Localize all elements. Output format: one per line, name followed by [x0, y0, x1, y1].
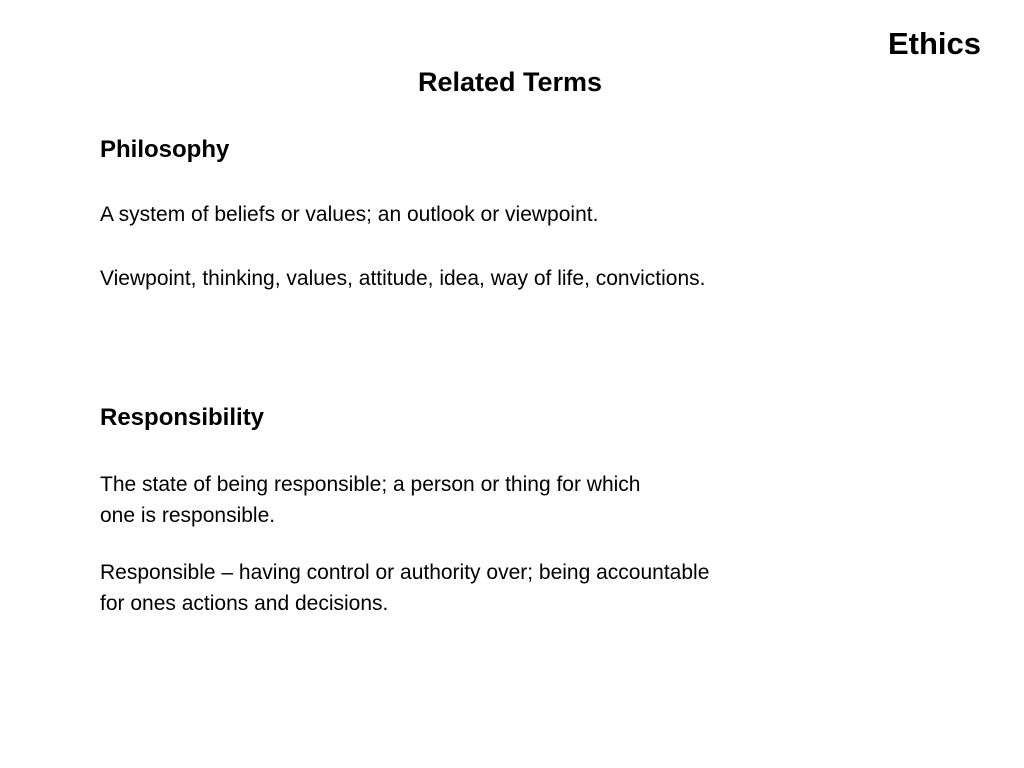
- philosophy-synonyms: Viewpoint, thinking, values, attitude, idea, way of life, convictions.: [100, 266, 706, 290]
- corner-title: Ethics: [887, 26, 981, 61]
- philosophy-definition: A system of beliefs or values; an outlook or viewpoint.: [100, 202, 599, 226]
- term-heading-responsibility: Responsibility: [100, 404, 265, 431]
- section-philosophy: [100, 136, 880, 294]
- section-responsibility: [100, 404, 880, 619]
- responsible-definition: Responsible – having control or authority over; being accountable for ones actions and decisions.: [100, 560, 710, 615]
- term-heading-philosophy: Philosophy: [100, 136, 230, 163]
- responsibility-definition: The state of being responsible; a person or thing for which one is responsible.: [100, 472, 641, 527]
- slide-title: Related Terms: [417, 67, 603, 97]
